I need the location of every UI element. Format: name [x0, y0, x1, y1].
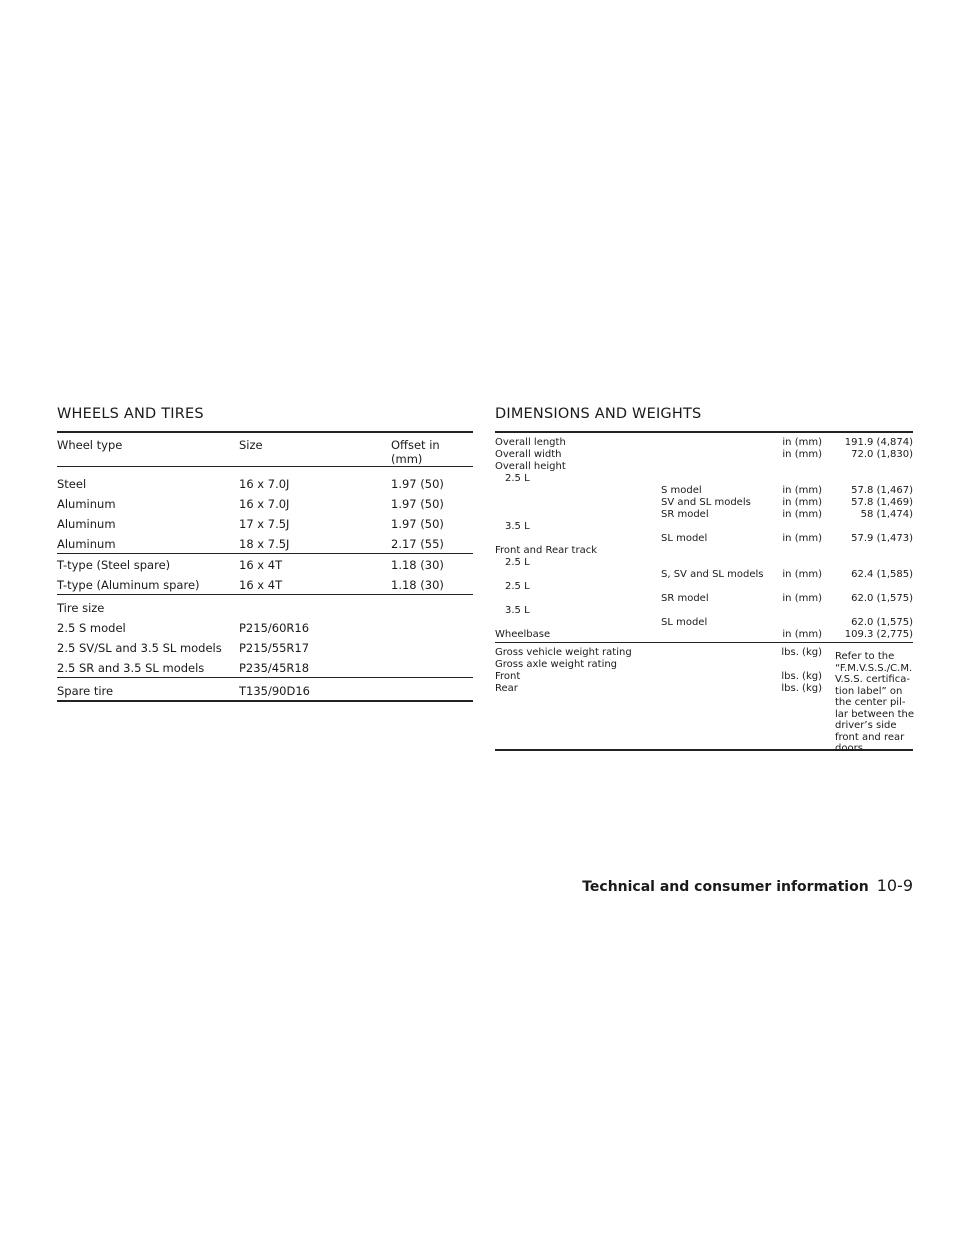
table-row [495, 509, 913, 521]
table-row [57, 533, 473, 554]
tire-size-cell: P235/45R18 [239, 661, 310, 675]
table-row [57, 574, 473, 595]
height-value: 57.9 (1,473) [851, 533, 913, 544]
table-row [495, 629, 913, 643]
wheel-type-cell: Aluminum [57, 537, 116, 551]
height-value: 57.8 (1,469) [851, 497, 913, 508]
model-cell: SR model [661, 509, 709, 520]
header-wheel-type: Wheel type [57, 438, 123, 452]
table-row [495, 557, 913, 569]
model-cell: SR model [661, 593, 709, 604]
table-row [57, 493, 473, 513]
wheel-size-cell: 16 x 7.0J [239, 477, 290, 491]
tire-model-cell: 2.5 SR and 3.5 SL models [57, 661, 205, 675]
unit-cell: in (mm) [782, 485, 822, 496]
wheel-type-cell: T-type (Steel spare) [57, 558, 171, 572]
header-size: Size [239, 438, 263, 452]
model-cell: SV and SL models [661, 497, 751, 508]
model-cell: S, SV and SL models [661, 569, 764, 580]
wheel-size-cell: 17 x 7.5J [239, 517, 290, 531]
wheel-offset-cell: 1.97 (50) [391, 517, 444, 531]
tire-size-label: Tire size [57, 601, 105, 615]
unit-cell: in (mm) [782, 593, 822, 604]
table-row [495, 485, 913, 497]
unit-cell: in (mm) [782, 569, 822, 580]
header-offset: Offset in (mm) [391, 438, 440, 466]
track-value: 62.0 (1,575) [851, 593, 913, 604]
wheel-type-cell: Aluminum [57, 497, 116, 511]
wheel-offset-cell: 1.97 (50) [391, 497, 444, 511]
unit-cell: in (mm) [782, 629, 822, 640]
engine-label: 2.5 L [505, 581, 530, 592]
overall-height-label: Overall height [495, 461, 566, 472]
tire-size-cell: P215/60R16 [239, 621, 310, 635]
footer-chapter-title: Technical and consumer information [582, 879, 869, 895]
unit-cell: in (mm) [782, 509, 822, 520]
dimensions-and-weights-heading: DIMENSIONS AND WEIGHTS [495, 406, 702, 422]
wheel-offset-cell: 1.97 (50) [391, 477, 444, 491]
unit-cell: lbs. (kg) [781, 647, 822, 658]
overall-width-value: 72.0 (1,830) [851, 449, 913, 460]
overall-width-label: Overall width [495, 449, 562, 460]
table-row [57, 678, 473, 702]
table-row [495, 617, 913, 629]
page-footer [582, 876, 913, 895]
wheel-size-cell: 16 x 4T [239, 578, 283, 592]
unit-cell: in (mm) [782, 449, 822, 460]
table-row [495, 461, 913, 473]
table-row [57, 617, 473, 637]
unit-cell: in (mm) [782, 437, 822, 448]
table-row [57, 637, 473, 657]
wheel-offset-cell: 1.18 (30) [391, 578, 444, 592]
rear-label: Rear [495, 683, 518, 694]
engine-label: 3.5 L [505, 605, 530, 616]
engine-label: 2.5 L [505, 473, 530, 484]
table-row [495, 581, 913, 593]
track-label: Front and Rear track [495, 545, 597, 556]
model-cell: S model [661, 485, 702, 496]
track-value: 62.4 (1,585) [851, 569, 913, 580]
wheel-size-cell: 16 x 4T [239, 558, 283, 572]
table-row [495, 545, 913, 557]
dimensions-table [495, 431, 915, 754]
unit-cell: lbs. (kg) [781, 671, 822, 682]
table-row [495, 569, 913, 581]
wheels-tires-table [57, 431, 473, 702]
wheel-size-cell: 16 x 7.0J [239, 497, 290, 511]
wheel-type-cell: Aluminum [57, 517, 116, 531]
engine-label: 2.5 L [505, 557, 530, 568]
unit-cell: in (mm) [782, 533, 822, 544]
spare-tire-label: Spare tire [57, 684, 114, 698]
tire-model-cell: 2.5 SV/SL and 3.5 SL models [57, 641, 222, 655]
model-cell: SL model [661, 533, 708, 544]
table-row [57, 657, 473, 678]
overall-length-value: 191.9 (4,874) [844, 437, 913, 448]
height-value: 57.8 (1,467) [851, 485, 913, 496]
weight-rating-note: Refer to the “F.M.V.S.S./C.M. V.S.S. certifica- tion label” on the center pil- lar between the driver’s side front and rear doors. [835, 651, 915, 754]
tire-size-cell: P215/55R17 [239, 641, 310, 655]
wheel-type-cell: T-type (Aluminum spare) [57, 578, 200, 592]
wheel-size-cell: 18 x 7.5J [239, 537, 290, 551]
table-row [495, 437, 913, 449]
height-value: 58 (1,474) [860, 509, 913, 520]
unit-cell: in (mm) [782, 497, 822, 508]
unit-cell: lbs. (kg) [781, 683, 822, 694]
weights-block [495, 647, 915, 754]
table-row [57, 554, 473, 574]
wheel-offset-cell: 2.17 (55) [391, 537, 444, 551]
table-header [57, 433, 473, 467]
table-row [495, 497, 913, 509]
table-row [495, 521, 913, 533]
table-row [495, 605, 913, 617]
engine-label: 3.5 L [505, 521, 530, 532]
wheelbase-value: 109.3 (2,775) [844, 629, 913, 640]
table-row [495, 449, 913, 461]
wheel-offset-cell: 1.18 (30) [391, 558, 444, 572]
gvwr-label: Gross vehicle weight rating [495, 647, 632, 658]
wheel-type-cell: Steel [57, 477, 87, 491]
table-row [495, 533, 913, 545]
table-row [495, 473, 913, 485]
tire-size-heading-row [57, 595, 473, 617]
gawr-label: Gross axle weight rating [495, 659, 618, 670]
table-row [57, 513, 473, 533]
page-number: 10-9 [876, 876, 913, 895]
wheelbase-label: Wheelbase [495, 629, 551, 640]
table-row [57, 473, 473, 493]
spare-tire-size: T135/90D16 [239, 684, 310, 698]
table-row [495, 593, 913, 605]
track-value: 62.0 (1,575) [851, 617, 913, 628]
model-cell: SL model [661, 617, 708, 628]
tire-model-cell: 2.5 S model [57, 621, 126, 635]
wheels-and-tires-heading: WHEELS AND TIRES [57, 406, 204, 422]
overall-length-label: Overall length [495, 437, 566, 448]
front-label: Front [495, 671, 521, 682]
